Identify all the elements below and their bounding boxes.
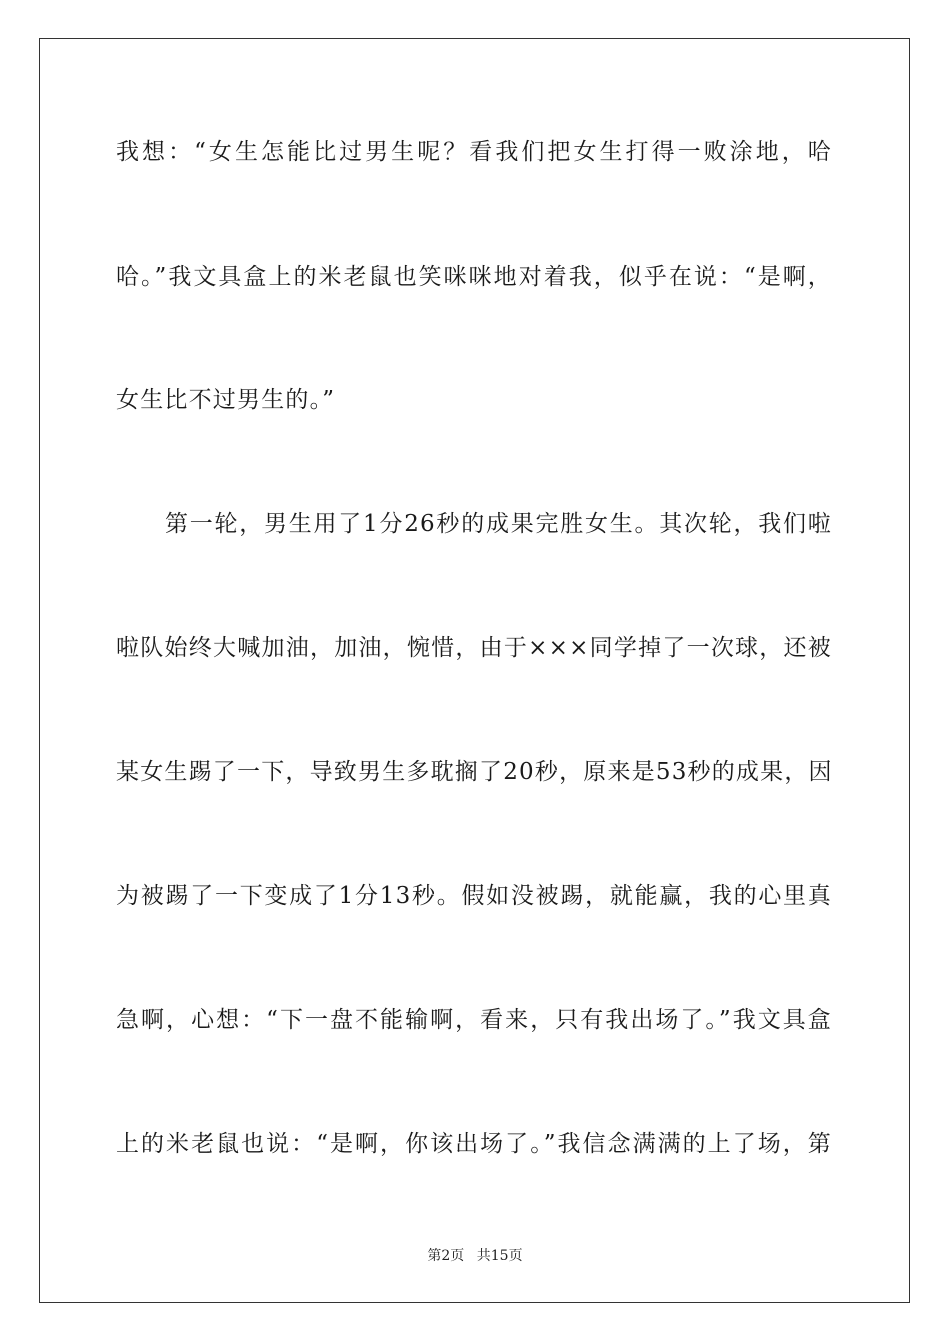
text-line-5: 啦队始终大喊加油，加油，惋惜，由于×××同学掉了一次球，还被 (116, 635, 832, 661)
text-line-9: 上的米老鼠也说：“是啊，你该出场了。”我信念满满的上了场，第 (116, 1131, 832, 1157)
page-border (39, 38, 910, 1303)
text-line-3: 女生比不过男生的。” (116, 387, 336, 413)
text-line-8: 急啊，心想：“下一盘不能输啊，看来，只有我出场了。”我文具盒 (116, 1007, 832, 1033)
text-line-6: 某女生踢了一下，导致男生多耽搁了20秒，原来是53秒的成果，因 (116, 759, 833, 785)
text-line-7: 为被踢了一下变成了1分13秒。假如没被踢，就能赢，我的心里真 (116, 883, 832, 909)
total-pages: 共15页 (476, 1248, 523, 1264)
page-number: 第2页 (427, 1248, 465, 1264)
text-line-1: 我想：“女生怎能比过男生呢？看我们把女生打得一败涂地，哈 (116, 139, 832, 165)
text-line-2: 哈。”我文具盒上的米老鼠也笑咪咪地对着我，似乎在说：“是啊， (116, 264, 832, 290)
page-footer (0, 1247, 950, 1265)
text-line-4: 第一轮，男生用了1分26秒的成果完胜女生。其次轮，我们啦 (165, 511, 832, 537)
